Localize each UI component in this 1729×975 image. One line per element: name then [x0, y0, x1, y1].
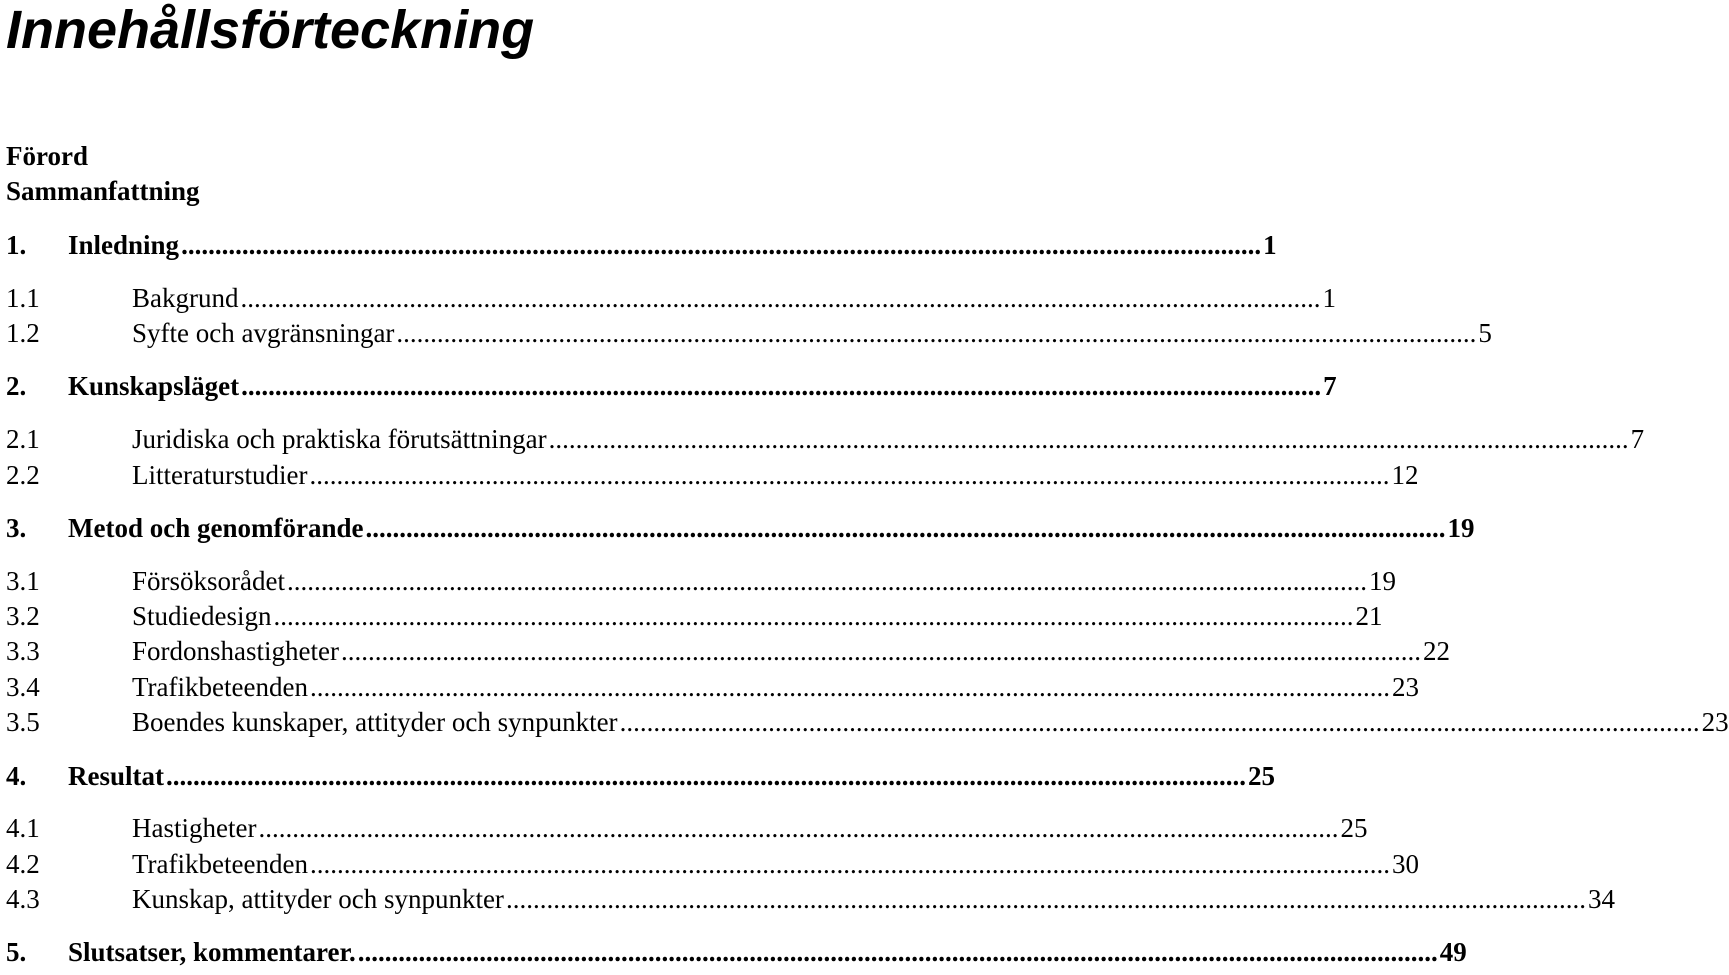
toc-section-2-1[interactable]: [6, 422, 1645, 456]
toc-page: 23: [1701, 707, 1729, 737]
toc-number: 2.: [6, 371, 27, 401]
toc-number: 5.: [6, 937, 27, 967]
dot-leader: ................................................................................................................................................................: [548, 424, 1629, 454]
toc-number: 2.1: [6, 424, 40, 454]
toc-section-4-2[interactable]: [6, 847, 1419, 881]
toc-page: 1: [1263, 230, 1277, 260]
toc-label: Resultat: [68, 761, 164, 791]
toc-label: Slutsatser, kommentarer.: [68, 937, 356, 967]
dot-leader: ................................................................................................................................................................: [357, 937, 1438, 967]
toc-page: 30: [1391, 849, 1419, 879]
toc-page: 5: [1478, 318, 1492, 348]
toc-page: 19: [1368, 566, 1396, 596]
dot-leader: ................................................................................................................................................................: [258, 813, 1339, 843]
dot-leader: ................................................................................................................................................................: [365, 513, 1446, 543]
toc-section-4-1[interactable]: [6, 811, 1368, 845]
dot-leader: ................................................................................................................................................................: [309, 672, 1390, 702]
dot-leader: ................................................................................................................................................................: [273, 601, 1354, 631]
toc-section-3-2[interactable]: [6, 599, 1383, 633]
dot-leader: ................................................................................................................................................................: [309, 460, 1390, 490]
toc-section-4-3[interactable]: [6, 882, 1615, 916]
toc-front-forord: Förord: [6, 141, 88, 171]
dot-leader: ................................................................................................................................................................: [505, 884, 1586, 914]
toc-number: 3.3: [6, 636, 40, 666]
toc-front-sammanfattning: Sammanfattning: [6, 176, 200, 206]
dot-leader: ................................................................................................................................................................: [619, 707, 1700, 737]
toc-section-2-2[interactable]: [6, 458, 1419, 492]
toc-chapter-2[interactable]: [6, 369, 1337, 403]
toc-page: 34: [1587, 884, 1615, 914]
dot-leader: ................................................................................................................................................................: [166, 761, 1246, 791]
toc-number: 3.: [6, 513, 27, 543]
toc-section-1-2[interactable]: [6, 316, 1492, 350]
toc-number: 4.2: [6, 849, 40, 879]
toc-page: 49: [1439, 937, 1467, 967]
toc-chapter-1[interactable]: [6, 228, 1277, 262]
toc-label: Fordonshastigheter: [132, 636, 339, 666]
toc-number: 4.3: [6, 884, 40, 914]
toc-section-1-1[interactable]: [6, 281, 1336, 315]
toc-number: 3.1: [6, 566, 40, 596]
toc-page: 7: [1630, 424, 1645, 454]
toc-label: Studiedesign: [132, 601, 272, 631]
toc-page: 12: [1391, 460, 1419, 490]
dot-leader: ................................................................................................................................................................: [181, 230, 1262, 260]
toc-number: 4.1: [6, 813, 40, 843]
toc-label: Inledning: [68, 230, 180, 260]
toc-number: 4.: [6, 761, 27, 791]
toc-page: 7: [1323, 371, 1337, 401]
page-title: Innehållsförteckning: [6, 0, 535, 60]
toc-chapter-4[interactable]: [6, 759, 1275, 793]
toc-page: 25: [1340, 813, 1368, 843]
dot-leader: ................................................................................................................................................................: [286, 566, 1367, 596]
toc-label: Hastigheter: [132, 813, 257, 843]
toc-page: 1: [1322, 283, 1336, 313]
toc-section-3-4[interactable]: [6, 670, 1419, 704]
toc-number: 3.4: [6, 672, 40, 702]
dot-leader: ................................................................................................................................................................: [340, 636, 1421, 666]
toc-number: 2.2: [6, 460, 40, 490]
toc-page: 25: [1248, 761, 1275, 791]
toc-label: Boendes kunskaper, attityder och synpunkter: [132, 707, 618, 737]
toc-page: 22: [1422, 636, 1450, 666]
toc-number: 1.2: [6, 318, 40, 348]
dot-leader: ................................................................................................................................................................: [309, 849, 1390, 879]
toc-label: Trafikbeteenden: [132, 849, 308, 879]
toc-label: Bakgrund: [132, 283, 239, 313]
toc-chapter-5[interactable]: [6, 935, 1467, 969]
toc-label: Juridiska och praktiska förutsättningar: [132, 424, 547, 454]
toc-label: Kunskapsläget: [68, 371, 240, 401]
toc-label: Litteraturstudier: [132, 460, 308, 490]
dot-leader: ................................................................................................................................................................: [241, 371, 1322, 401]
toc-page: 23: [1391, 672, 1419, 702]
toc-chapter-3[interactable]: [6, 511, 1475, 545]
toc-section-3-5[interactable]: [6, 705, 1729, 739]
toc-label: Syfte och avgränsningar: [132, 318, 395, 348]
toc-page: 19: [1447, 513, 1475, 543]
toc-number: 1.1: [6, 283, 40, 313]
toc-page: 21: [1355, 601, 1383, 631]
toc-number: 3.2: [6, 601, 40, 631]
toc-label: Trafikbeteenden: [132, 672, 308, 702]
toc-label: Metod och genomförande: [68, 513, 364, 543]
toc-section-3-3[interactable]: [6, 634, 1450, 668]
toc-number: 1.: [6, 230, 27, 260]
toc-label: Kunskap, attityder och synpunkter: [132, 884, 504, 914]
dot-leader: ................................................................................................................................................................: [396, 318, 1477, 348]
toc-label: Försöksorådet: [132, 566, 285, 596]
toc-section-3-1[interactable]: [6, 564, 1396, 598]
toc-number: 3.5: [6, 707, 40, 737]
dot-leader: ................................................................................................................................................................: [240, 283, 1321, 313]
